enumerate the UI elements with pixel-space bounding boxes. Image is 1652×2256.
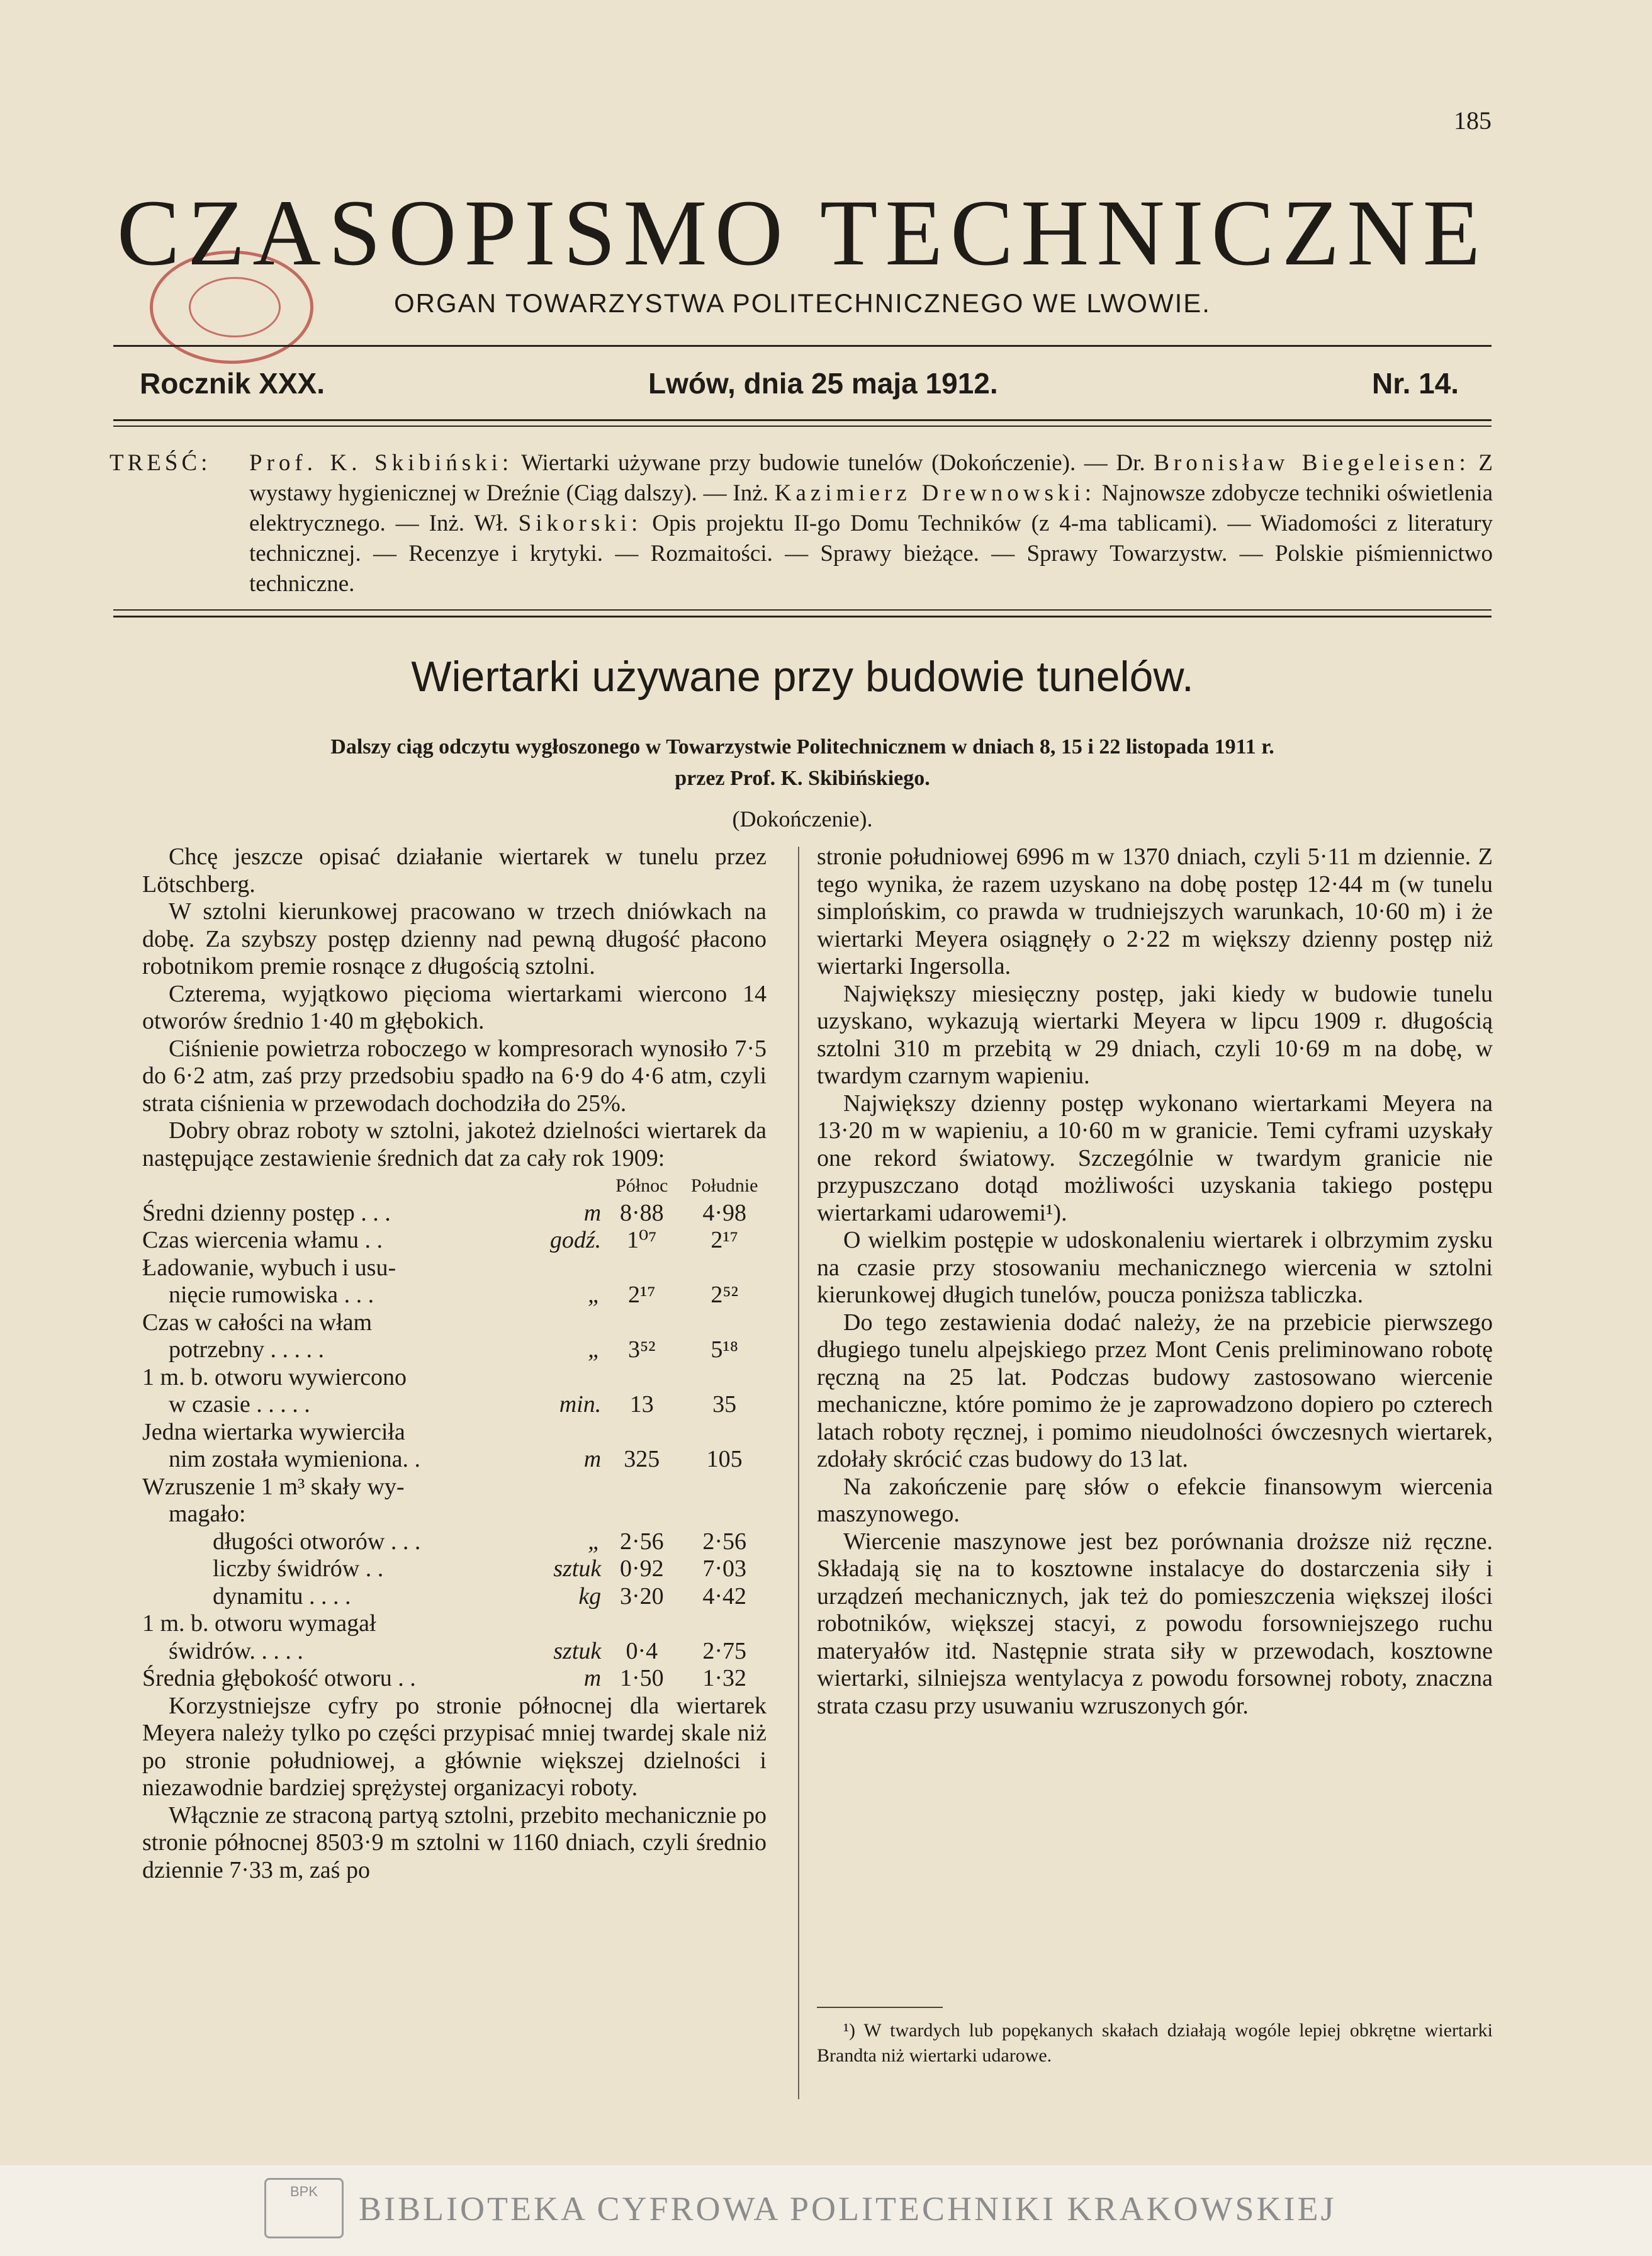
- row-label: Ładowanie, wybuch i usu-: [142, 1254, 396, 1281]
- row-label: nięcie rumowiska . . .: [169, 1282, 374, 1308]
- value-north: 13: [629, 1391, 654, 1418]
- value-south: 2·75: [702, 1637, 746, 1664]
- row-label: długości otworów . . .: [213, 1528, 421, 1555]
- table-row: [142, 1583, 767, 1611]
- value-south: [682, 1255, 767, 1282]
- row-unit: „: [588, 1336, 602, 1363]
- paragraph: Na zakończenie parę słów o efekcie finansowym wiercenia maszynowego.: [817, 1473, 1493, 1527]
- row-label: 1 m. b. otworu wymagał: [142, 1610, 376, 1637]
- value-north: [601, 1610, 682, 1638]
- row-unit: [536, 1309, 602, 1337]
- row-label: Wzruszenie 1 m³ skały wy-: [142, 1473, 405, 1500]
- toc-entry: Wiertarki używane przy budowie tunelów (Dokończenie). — Dr.: [513, 450, 1154, 476]
- toc-entry: Z wystawy hygienicznej w Dreźnie (Ciąg dalszy). — Inż.: [249, 450, 1493, 506]
- value-south: 105: [706, 1446, 743, 1472]
- value-north: [601, 1309, 682, 1337]
- statistics-table: [142, 1172, 767, 1693]
- row-label: 1 m. b. otworu wywiercono: [142, 1363, 407, 1390]
- continuation-note: (Dokończenie).: [732, 806, 873, 832]
- value-south: 2⁵²: [711, 1282, 738, 1308]
- rule-toc-1: [113, 609, 1492, 611]
- footnote: ¹) W twardych lub popękanych skałach działają wogóle lepiej obkrętne wiertarki Brandta niż wiertarki udarowe.: [817, 2020, 1493, 2066]
- value-north: [601, 1501, 682, 1528]
- table-row: [142, 1255, 767, 1282]
- value-north: 8·88: [619, 1199, 664, 1226]
- row-label: dynamitu . . . .: [213, 1582, 351, 1610]
- paragraph: Włącznie ze straconą partyą sztolni, przebito mechanicznie po stronie północnej 8503·9 m sztolni w 1160 dniach, czyli średnio dziennie 7·33 m, zaś po: [142, 1802, 767, 1883]
- value-south: 7·03: [702, 1555, 746, 1582]
- article-subtitle: [107, 731, 1498, 794]
- row-unit: [536, 1474, 602, 1501]
- paragraph: Wiercenie maszynowe jest bez porównania droższe niż ręczne. Składają się na to kosztowne instalacye do dostarczenia siły i urządzeń mechanicznych, jak też do pomieszczenia większej ilości robotników, większej stacyi, z powodu forsowniejszego ruchu materyałów itd. Następnie strata siły w przewodach, kosztowne wiertarki, silniejsza wentylacya z powodu forsownej roboty, znaczna strata czasu przy usuwaniu wzruszonych gór.: [817, 1528, 1493, 1719]
- paragraph: Ciśnienie powietrza roboczego w kompresorach wynosiło 7·5 do 6·2 atm, zaś przy przedsobiu spadło na 6·9 do 4·6 atm, czyli strata ciśnienia w przewodach dochodziła do 25%.: [142, 1035, 767, 1117]
- footnote-rule: [817, 2007, 943, 2008]
- article-title: Wiertarki używane przy budowie tunelów.: [411, 653, 1194, 701]
- table-row: [142, 1446, 767, 1474]
- table-row: [142, 1501, 767, 1528]
- paragraph: Korzystniejsze cyfry po stronie północnej dla wiertarek Meyera należy tylko po części przypisać mniej twardej skale niż po stronie południowej, a głównie większej dzielności i niezawodnie bardziej sprężystej organizacyi roboty.: [142, 1692, 767, 1801]
- value-south: [682, 1610, 767, 1638]
- row-label: świdrów. . . . .: [169, 1637, 303, 1664]
- paragraph: Czterema, wyjątkowo pięcioma wiertarkami wiercono 14 otworów średnio 1·40 m głębokich.: [142, 980, 767, 1034]
- value-north: 3⁵²: [627, 1336, 656, 1363]
- value-south: [682, 1309, 767, 1337]
- value-south: [682, 1419, 767, 1447]
- row-unit: [536, 1610, 602, 1638]
- paragraph: O wielkim postępie w udoskonaleniu wiertarek i olbrzymim zysku na czasie przy stosowaniu mechanicznego wiercenia w sztolni kierunkowej długich tunelów, poucza poniższa tabliczka.: [817, 1227, 1493, 1308]
- table-row: [142, 1309, 767, 1337]
- value-south: 2·56: [702, 1528, 746, 1555]
- row-unit: sztuk: [553, 1555, 602, 1582]
- toc-entry: Najnowsze zdobycze techniki oświetlenia elektrycznego. — Inż. Wł.: [249, 480, 1493, 536]
- library-name: BIBLIOTEKA CYFROWA POLITECHNIKI KRAKOWSKIEJ: [359, 2190, 1337, 2228]
- rule-toc-2: [113, 616, 1492, 618]
- table-row: [142, 1391, 767, 1419]
- row-label: liczby świdrów . .: [213, 1555, 384, 1582]
- article-author-line: przez Prof. K. Skibińskiego.: [675, 767, 930, 790]
- table-header-row: [142, 1172, 767, 1200]
- row-label: Średni dzienny postęp . . .: [142, 1199, 391, 1226]
- paragraph: stronie południowej 6996 m w 1370 dniach, czyli 5·11 m dziennie. Z tego wynika, że razem uzyskano na dobę postęp 12·44 m (w tunelu simplońskim, co prawda w trudniejszych warunkach, 10·60 m) i że wiertarki Meyera osiągnęły o 2·22 m większy dzienny postęp niż wiertarki Ingersolla.: [817, 843, 1493, 979]
- masthead-subtitle: ORGAN TOWARZYSTWA POLITECHNICZNEGO WE LWOWIE.: [394, 288, 1211, 318]
- value-north: [601, 1255, 682, 1282]
- value-south: 1·32: [702, 1665, 746, 1691]
- article-subtitle-line: Dalszy ciąg odczytu wygłoszonego w Towarzystwie Politechnicznem w dniach 8, 15 i 22 listopada 1911 r.: [330, 735, 1274, 759]
- value-north: 1⁰⁷: [627, 1227, 657, 1253]
- row-unit: min.: [559, 1391, 602, 1418]
- library-logo-text: BPK: [289, 2184, 318, 2199]
- column-divider: [798, 847, 799, 2099]
- value-north: 1·50: [619, 1665, 664, 1691]
- row-unit: sztuk: [553, 1637, 602, 1664]
- library-logo: [264, 2178, 344, 2238]
- masthead: CZASOPISMO TECHNICZNE: [116, 181, 1488, 285]
- table-row: [142, 1528, 767, 1556]
- paragraph: Dobry obraz roboty w sztolni, jakoteż dzielności wiertarek da następujące zestawienie średnich dat za cały rok 1909:: [142, 1117, 767, 1171]
- toc-author: Bronisław Biegeleisen:: [1154, 450, 1470, 476]
- paragraph: W sztolni kierunkowej pracowano w trzech dniówkach na dobę. Za szybszy postęp dzienny nad pewną długość płacono robotnikom premie rosnące z długością sztolni.: [142, 898, 767, 979]
- paragraph: Największy miesięczny postęp, jaki kiedy w budowie tunelu uzyskano, wykazują wiertarki Meyera w lipcu 1909 r. długością sztolni 310 m przebitą w 29 dniach, czyli 10·69 m na dobę, w twardym czarnym wapieniu.: [817, 980, 1493, 1089]
- table-row: [142, 1364, 767, 1392]
- value-south: 2¹⁷: [711, 1227, 738, 1253]
- toc-entry: Opis projektu II-go Domu Techników (z 4-ma tablicami). — Wiadomości z literatury technicznej. — Recenzye i krytyki. — Rozmaitości. — Sprawy bieżące. — Sprawy Towarzystw. — Polskie piśmiennictwo techniczne.: [249, 510, 1493, 597]
- value-north: 0·92: [619, 1555, 664, 1582]
- table-row: [142, 1282, 767, 1309]
- value-south: 4·42: [702, 1582, 746, 1610]
- row-unit: m: [583, 1446, 602, 1472]
- col-header-south: Południe: [690, 1175, 758, 1196]
- value-north: 0·4: [626, 1637, 658, 1664]
- row-unit: [536, 1419, 602, 1447]
- table-row: [142, 1474, 767, 1501]
- column-left: [142, 843, 767, 1884]
- row-unit: [536, 1501, 602, 1528]
- table-row: [142, 1638, 767, 1666]
- row-unit: m: [583, 1665, 602, 1691]
- row-unit: „: [588, 1282, 602, 1308]
- value-north: 2¹⁷: [627, 1282, 656, 1308]
- value-north: 3·20: [619, 1582, 664, 1610]
- value-south: 35: [712, 1391, 737, 1418]
- rule-mid-2: [113, 426, 1492, 427]
- table-row: [142, 1419, 767, 1447]
- column-right: [817, 843, 1493, 1720]
- row-label: magało:: [169, 1501, 246, 1527]
- value-south: [682, 1501, 767, 1528]
- issue-date: Lwów, dnia 25 maja 1912.: [648, 367, 998, 400]
- value-north: 2·56: [619, 1528, 664, 1555]
- value-south: [682, 1474, 767, 1501]
- paragraph: Do tego zestawienia dodać należy, że na przebicie pierwszego długiego tunelu alpejskiego przez Mont Cenis preliminowano robotę ręczną na 25 lat. Podczas budowy zastosowano wiercenie mechaniczne, które pomimo że je zaprowadzono dopiero po czterech latach roboty ręcznej, i pomimo nieudolności ówczesnych wiertarek, zdołały skrócić czas budowy do 13 lat.: [817, 1309, 1493, 1472]
- row-label: Czas wiercenia włamu . .: [142, 1227, 383, 1253]
- value-north: [601, 1474, 682, 1501]
- row-unit: „: [588, 1528, 602, 1555]
- row-label: Jedna wiertarka wywierciła: [142, 1418, 405, 1445]
- table-row: [142, 1610, 767, 1638]
- row-label: potrzebny . . . . .: [169, 1336, 324, 1363]
- row-unit: godź.: [549, 1227, 602, 1253]
- row-unit: [536, 1255, 602, 1282]
- table-row: [142, 1227, 767, 1255]
- value-north: [601, 1364, 682, 1392]
- col-header-north: Północ: [615, 1175, 668, 1196]
- row-unit: m: [583, 1199, 602, 1226]
- table-row: [142, 1200, 767, 1227]
- row-unit: [536, 1364, 602, 1392]
- table-row: [142, 1665, 767, 1693]
- toc-author: Sikorski:: [518, 510, 643, 536]
- row-label: Średnia głębokość otworu . .: [142, 1665, 416, 1691]
- volume-label: Rocznik XXX.: [140, 367, 325, 400]
- page-number: 185: [1454, 106, 1492, 135]
- table-row: [142, 1555, 767, 1583]
- paragraph: Chcę jeszcze opisać działanie wiertarek w tunelu przez Lötschberg.: [142, 843, 767, 898]
- toc-body: [249, 448, 1493, 599]
- value-south: [682, 1364, 767, 1392]
- paragraph: Największy dzienny postęp wykonano wiertarkami Meyera na 13·20 m w wapieniu, a 10·60 m w granicie. Temi cyframi uzyskały one rekord światowy. Szczególnie w twardym granicie nie przypuszczano dotąd możliwości uzyskania takiego postępu wiertarkami udarowemi¹).: [817, 1090, 1493, 1226]
- table-row: [142, 1336, 767, 1364]
- row-label: Czas w całości na włam: [142, 1309, 373, 1336]
- value-north: 325: [624, 1446, 660, 1472]
- value-south: 5¹⁸: [711, 1336, 738, 1363]
- toc-label: TREŚĆ:: [110, 450, 211, 476]
- row-label: nim została wymieniona. .: [169, 1446, 420, 1472]
- value-north: [601, 1419, 682, 1447]
- row-unit: kg: [578, 1582, 602, 1610]
- row-label: w czasie . . . . .: [169, 1391, 310, 1418]
- issue-number: Nr. 14.: [1372, 367, 1459, 400]
- toc-author: Prof. K. Skibiński:: [249, 450, 514, 476]
- value-south: 4·98: [702, 1199, 746, 1226]
- toc-author: Kazimierz Drewnowski:: [774, 480, 1096, 506]
- rule-top: [113, 345, 1492, 347]
- rule-mid-1: [113, 419, 1492, 421]
